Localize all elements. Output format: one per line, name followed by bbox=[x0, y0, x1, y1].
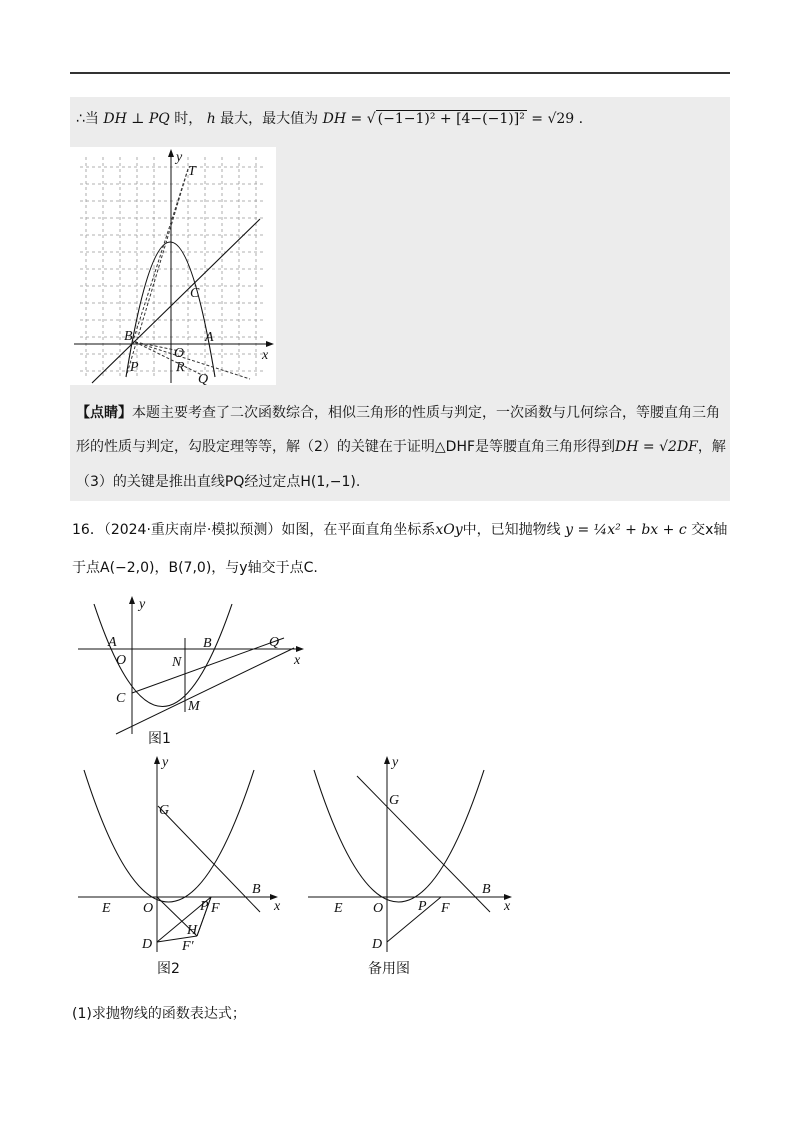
fig1-y-label: y bbox=[139, 597, 146, 612]
graph1-label-T: T bbox=[188, 164, 196, 179]
comment-text-2a: 形的性质与判定，勾股定理等等，解（2）的关键在于证明△DHF是等腰直角三角形得到 bbox=[76, 439, 616, 455]
header-rule bbox=[70, 72, 730, 74]
fig2-caption: 图2 bbox=[157, 961, 180, 977]
fig1-label-O: O bbox=[116, 653, 127, 668]
fig1-label-Q: Q bbox=[269, 635, 280, 650]
fig1-label-M: M bbox=[188, 699, 200, 714]
p16-text-1a: 16．（2024·重庆南岸·模拟预测）如图，在平面直角坐标系 bbox=[72, 522, 436, 538]
figure-1 bbox=[72, 594, 312, 744]
comment-text-1: 本题主要考查了二次函数综合，相似三角形的性质与判定，一次函数与几何综合，等腰直角三角 bbox=[132, 405, 720, 421]
fig1-label-B: B bbox=[203, 636, 212, 651]
p16-text-1b: 中，已知抛物线 bbox=[462, 522, 561, 538]
fig2-label-D: D bbox=[142, 937, 153, 952]
fig3-label-E: E bbox=[334, 901, 343, 916]
fig1-label-C: C bbox=[116, 691, 126, 706]
fig2-label-P: P bbox=[200, 899, 209, 914]
text-equals: = bbox=[531, 111, 548, 127]
fig3-x-label: x bbox=[504, 899, 511, 914]
fig2-label-G: G bbox=[159, 803, 170, 818]
text-max: 最大，最大值为 bbox=[220, 111, 319, 127]
question-1: (1)求抛物线的函数表达式； bbox=[72, 1006, 246, 1022]
fig2-label-F: F bbox=[211, 901, 220, 916]
fig3-label-B: B bbox=[482, 882, 491, 897]
graph1-label-R: R bbox=[176, 360, 185, 375]
comment-text-3: （3）的关键是推出直线PQ经过定点H(1,−1). bbox=[76, 474, 361, 490]
graph1-label-A: A bbox=[205, 330, 214, 345]
fig3-caption: 备用图 bbox=[368, 961, 410, 977]
solution-line: ∴当 DH ⊥ PQ 时， h 最大，最大值为 DH = √ (−1−1)² + [4−(−1)]² = √29 . bbox=[76, 111, 584, 127]
p16-text-2: 于点A(−2,0)，B(7,0)，与y轴交于点C. bbox=[72, 560, 318, 576]
comment-line-1 bbox=[76, 402, 720, 422]
problem16-line-1 bbox=[72, 519, 727, 539]
fig2-label-O: O bbox=[143, 901, 154, 916]
graph1-x-label: x bbox=[262, 348, 269, 363]
text-h: h bbox=[206, 111, 216, 127]
text-cond: DH ⊥ PQ bbox=[103, 111, 170, 127]
fig2-label-B: B bbox=[252, 882, 261, 897]
comment-line-3 bbox=[76, 471, 360, 491]
comment-text-2b: DH = √2DF bbox=[615, 439, 698, 455]
comment-text-2c: ，解 bbox=[697, 439, 726, 455]
graph1-label-C: C bbox=[190, 286, 200, 301]
text-dh-eq: DH = bbox=[322, 111, 367, 127]
p16-xoy: xOy bbox=[435, 522, 463, 538]
text-prefix: ∴当 bbox=[76, 111, 99, 127]
graph1-label-O: O bbox=[174, 346, 185, 361]
comment-line-2 bbox=[76, 436, 726, 456]
fig2-y-label: y bbox=[162, 755, 169, 770]
fig3-label-F: F bbox=[441, 901, 450, 916]
text-mid: 时， bbox=[174, 111, 203, 127]
text-result: √29 bbox=[547, 111, 575, 127]
problem16-line-2 bbox=[72, 557, 318, 577]
fig2-label-E: E bbox=[102, 901, 111, 916]
fig1-label-A: A bbox=[108, 635, 117, 650]
fig2-label-H: H bbox=[187, 923, 198, 938]
graph1-label-P: P bbox=[130, 360, 139, 375]
fig2-x-label: x bbox=[274, 899, 281, 914]
comment-tag: 【点睛】 bbox=[76, 405, 132, 421]
fig3-label-D: D bbox=[372, 937, 383, 952]
fig2-label-Fprime: F′ bbox=[182, 939, 194, 954]
figure-2 bbox=[70, 754, 290, 954]
figure-backup bbox=[300, 754, 520, 954]
p16-text-1c: 交x轴 bbox=[691, 522, 728, 538]
p16-equation: y = ¼x² + bx + c bbox=[565, 522, 687, 538]
fig3-label-G: G bbox=[389, 793, 400, 808]
grid-graph bbox=[70, 147, 276, 385]
fig1-x-label: x bbox=[294, 653, 301, 668]
fig3-label-P: P bbox=[418, 899, 427, 914]
graph1-label-B: B bbox=[124, 329, 133, 344]
fig1-caption: 图1 bbox=[148, 731, 171, 747]
text-end: . bbox=[578, 111, 584, 127]
graph1-y-label: y bbox=[176, 150, 183, 165]
fig1-label-N: N bbox=[172, 655, 182, 670]
fig3-label-O: O bbox=[373, 901, 384, 916]
text-radicand: (−1−1)² + [4−(−1)]² bbox=[377, 111, 525, 127]
fig3-y-label: y bbox=[392, 755, 399, 770]
graph1-label-Q: Q bbox=[198, 372, 209, 385]
